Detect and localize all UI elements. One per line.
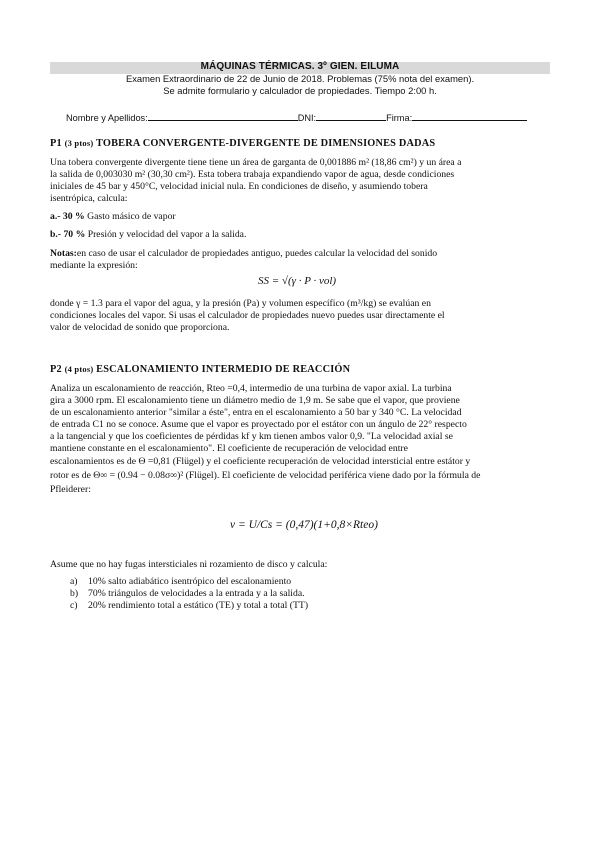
p1-after-line2: condiciones locales del vapor. Si usas el calculador de propiedades nuevo puedes usar directamente el xyxy=(50,310,445,321)
p1-notes-label: Notas: xyxy=(50,248,77,259)
p2-title-text: ESCALONAMIENTO INTERMEDIO DE REACCIÓN xyxy=(96,364,351,375)
dni-field[interactable] xyxy=(316,111,386,121)
p2-assume-line: Asume que no hay fugas intersticiales ni rozamiento de disco y calcula: xyxy=(50,559,328,570)
p2-item-a xyxy=(70,576,291,587)
p2-item-c xyxy=(70,600,308,611)
p1-body-line1: Una tobera convergente divergente tiene tiene un área de garganta de 0,001886 m² (18,86 cm²) y un área a xyxy=(50,157,462,168)
p1-item-b xyxy=(50,229,246,240)
p1-points: (3 ptos) xyxy=(64,138,94,148)
p1-notes-line1 xyxy=(50,248,437,259)
dni-label: DNI: xyxy=(297,113,317,123)
p2-item-b-text: 70% triángulos de velocidades a la entrada y a la salida. xyxy=(88,588,305,599)
p2-item-c-text: 20% rendimiento total a estático (TE) y total a total (TT) xyxy=(88,600,309,611)
p1-item-a-label: a.- 30 % xyxy=(50,211,85,222)
p2-item-b-label: b) xyxy=(70,588,79,599)
name-field[interactable] xyxy=(148,111,298,121)
signature-row xyxy=(66,111,546,123)
p1-body-line3: iniciales de 45 bar y 450°C, velocidad inicial nula. En condiciones de diseño, y asumiendo tobera xyxy=(50,181,428,192)
p2-body-line6: mantiene constante en el escalonamiento". El coeficiente de recuperación de velocidad entre xyxy=(50,443,408,454)
p2-body-line1: Analiza un escalonamiento de reacción, Rteo =0,4, intermedio de una turbina de vapor axial. La turbina xyxy=(50,383,452,394)
p1-title-text: TOBERA CONVERGENTE-DIVERGENTE DE DIMENSIONES DADAS xyxy=(95,138,436,149)
p1-item-a xyxy=(50,211,176,222)
exam-title: MÁQUINAS TÉRMICAS. 3º GIEN. EILUMA xyxy=(200,61,400,72)
p2-title xyxy=(50,364,550,375)
p2-body-line3: de un escalonamiento anterior "similar a éste", entra en el escalonamiento a 50 bar y 340 °C. La velocidad xyxy=(50,407,462,418)
p2-body-line2: gira a 3000 rpm. El escalonamiento tiene un diámetro medio de 1,9 m. Se sabe que el vapor, que proviene xyxy=(50,395,460,406)
p1-notes-text: en caso de usar el calculador de propiedades antiguo, puedes calcular la velocidad del sonido xyxy=(76,248,438,259)
p2-points: (4 ptos) xyxy=(64,364,94,374)
exam-subtitle-line1: Examen Extraordinario de 22 de Junio de 2018. Problemas (75% nota del examen). xyxy=(125,73,475,84)
p2-id: P2 xyxy=(50,364,62,375)
p1-body-line4: isentrópica, calcula: xyxy=(50,193,128,204)
exam-subtitle-line2: Se admite formulario y calculador de propiedades. Tiempo 2:00 h. xyxy=(163,85,437,96)
p1-sound-speed-formula: SS = √(γ · P · vol) xyxy=(258,275,337,287)
p1-title xyxy=(50,138,550,149)
p2-item-a-text: 10% salto adiabático isentrópico del escalonamiento xyxy=(88,576,292,587)
firma-label: Firma: xyxy=(386,113,413,123)
p1-after-line1: donde γ = 1.3 para el vapor del agua, y la presión (Pa) y volumen específico (m³/kg) se evalúan en xyxy=(50,298,431,309)
p1-item-b-text: Presión y velocidad del vapor a la salida. xyxy=(87,229,247,240)
p2-body-line5: a la tangencial y que los coeficientes de pérdidas kf y km tienen ambos valor 0,9. "La velocidad axial se xyxy=(50,431,453,442)
p2-body-line9: Pfleiderer: xyxy=(50,484,91,495)
p1-item-b-label: b.- 70 % xyxy=(50,229,86,240)
p2-body-line7: escalonamientos es de Θ =0,81 (Flügel) y el coeficiente recuperación de velocidad intersticial entre estátor y xyxy=(50,456,471,467)
p1-body-line2: la salida de 0,003030 m² (30,30 cm²). Esta tobera trabaja expandiendo vapor de agua, desde condiciones xyxy=(50,169,455,180)
p2-body-line8: rotor es de Θ∞ = (0.94 − 0.08σ∞)² (Flügel). El coeficiente de velocidad periférica viene dado por la fórmula de xyxy=(50,470,481,481)
firma-field[interactable] xyxy=(412,111,527,121)
p1-notes-line2: mediante la expresión: xyxy=(50,260,138,271)
p1-item-a-text: Gasto másico de vapor xyxy=(87,211,176,222)
p2-item-c-label: c) xyxy=(70,600,78,611)
p1-id: P1 xyxy=(50,138,62,149)
p2-item-a-label: a) xyxy=(70,576,78,587)
p1-after-line3: valor de velocidad de sonido que proporciona. xyxy=(50,322,230,333)
p2-body-line4: de entrada C1 no se conoce. Asume que el vapor es proyectado por el estátor con un ángulo de 22° respecto xyxy=(50,419,467,430)
p2-item-b xyxy=(70,588,305,599)
name-label: Nombre y Apellidos: xyxy=(66,113,148,123)
p2-pfleiderer-formula: ν = U/Cs = (0,47)(1+0,8×Rteo) xyxy=(230,519,378,531)
